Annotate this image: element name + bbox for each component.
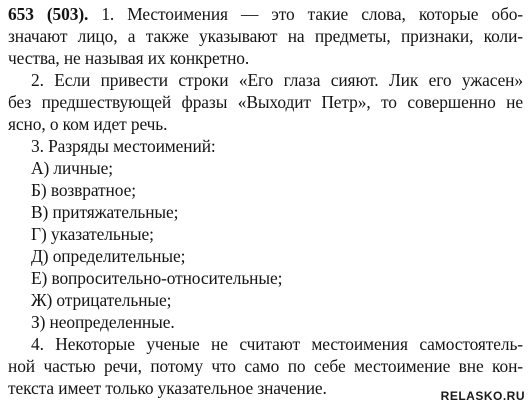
list-item: Ж) отрицательные;: [31, 290, 172, 310]
paragraph-1-line-2: значают лицо, а также указывают на предметы, признаки, коли-: [8, 26, 523, 46]
exercise-number: 653 (503).: [8, 4, 89, 24]
site-watermark: RELASKO.RU: [440, 389, 525, 403]
paragraph-2-line-1: 2. Если привести строки «Его глаза сияют. Лик его ужасен»: [31, 70, 523, 90]
paragraph-1-text: 1. Местоимения — это такие слова, которые обо-: [101, 4, 523, 24]
list-item: В) притяжательные;: [31, 202, 179, 222]
paragraph-1-line-3: чества, не называя их конкретно.: [8, 48, 250, 68]
paragraph-2-line-2: без предшествующей фразы «Выходит Петр», то совершенно не: [8, 92, 523, 112]
list-item: Е) вопросительно-относительные;: [31, 268, 283, 288]
paragraph-3-heading: 3. Разряды местоимений:: [31, 136, 216, 156]
paragraph-4-line-2: ной частью речи, потому что само по себе местоимение вне кон-: [8, 356, 523, 376]
paragraph-4-line-1: 4. Некоторые ученые не считают местоимения самостоятель-: [31, 334, 523, 354]
paragraph-1-line-1: [8, 3, 523, 25]
list-item: Г) указательные;: [31, 224, 154, 244]
list-item: З) неопределенные.: [31, 312, 175, 332]
paragraph-4-line-3: текста имеет только указательное значение.: [8, 378, 327, 398]
paragraph-2-line-3: ясно, о ком идет речь.: [8, 114, 168, 134]
list-item: Б) возвратное;: [31, 180, 136, 200]
list-item: А) личные;: [31, 158, 113, 178]
list-item: Д) определительные;: [31, 246, 186, 266]
